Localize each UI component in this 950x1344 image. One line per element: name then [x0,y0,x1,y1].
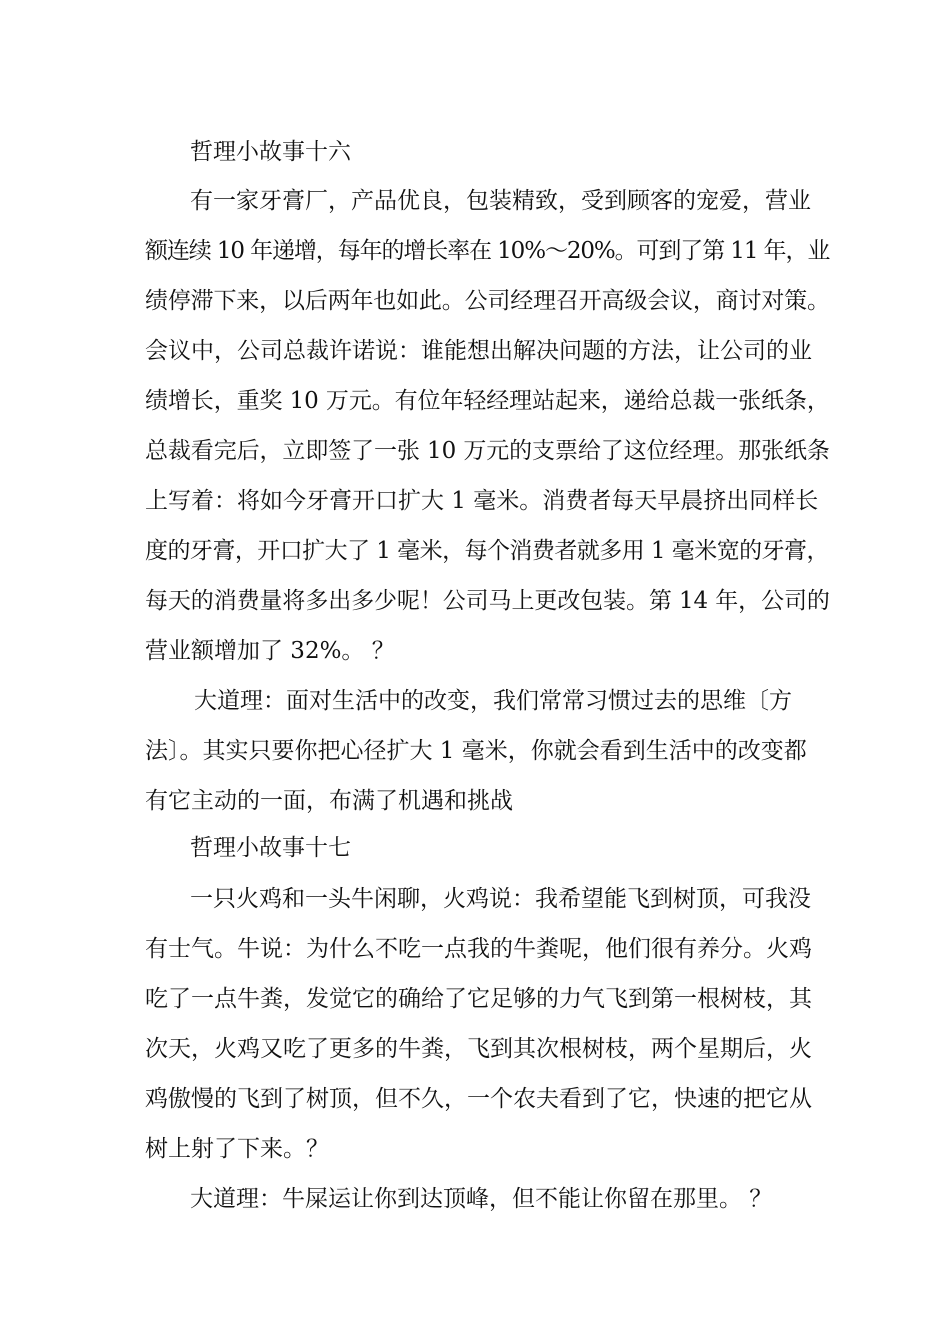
story-16-moral-line-1: 大道理：面对生活中的改变，我们常常习惯过去的思维〔方 [194,688,792,714]
story-16-line-4: 会议中，公司总裁许诺说：谁能想出解决问题的方法，让公司的业 [145,338,812,364]
story-16-line-6: 总裁看完后，立即签了一张 10 万元的支票给了这位经理。那张纸条 [145,438,830,464]
story-16-line-1: 有一家牙膏厂，产品优良，包装精致，受到顾客的宠爱，营业 [190,188,811,214]
story-16-line-9: 每天的消费量将多出多少呢！公司马上更改包装。第 14 年，公司的 [145,588,830,614]
story-16-moral-line-2: 法〕。其实只要你把心径扩大 1 毫米，你就会看到生活中的改变都 [145,738,807,764]
story-17-title: 哲理小故事十七 [190,835,351,861]
story-16-line-5: 绩增长，重奖 10 万元。有位年轻经理站起来，递给总裁一张纸条， [145,388,830,414]
story-17-line-1: 一只火鸡和一头牛闲聊，火鸡说：我希望能飞到树顶，可我没 [190,886,811,912]
story-17-line-6: 树上射了下来。？ [145,1136,329,1162]
story-16-title: 哲理小故事十六 [190,139,351,165]
story-17-line-4: 次天，火鸡又吃了更多的牛粪，飞到其次根树枝，两个星期后，火 [145,1036,812,1062]
story-17-line-3: 吃了一点牛粪，发觉它的确给了它足够的力气飞到第一根树枝，其 [145,986,812,1012]
story-16-line-8: 度的牙膏，开口扩大了 1 毫米，每个消费者就多用 1 毫米宽的牙膏， [145,538,829,564]
story-16-line-2: 额连续 10 年递增，每年的增长率在 10%～20%。可到了第 11 年，业 [145,238,830,264]
story-16-moral-line-3: 有它主动的一面，布满了机遇和挑战 [145,788,513,814]
story-17-line-2: 有士气。牛说：为什么不吃一点我的牛粪呢，他们很有养分。火鸡 [145,936,812,962]
story-16-line-10: 营业额增加了 32%。 ？ [145,638,395,664]
story-16-line-7: 上写着：将如今牙膏开口扩大 1 毫米。消费者每天早晨挤出同样长 [145,488,819,514]
story-17-moral-line-1: 大道理：牛屎运让你到达顶峰，但不能让你留在那里。 ？ [190,1186,773,1212]
story-16-line-3: 绩停滞下来，以后两年也如此。公司经理召开高级会议，商讨对策。 [145,288,830,314]
story-17-line-5: 鸡傲慢的飞到了树顶，但不久，一个农夫看到了它，快速的把它从 [145,1086,812,1112]
